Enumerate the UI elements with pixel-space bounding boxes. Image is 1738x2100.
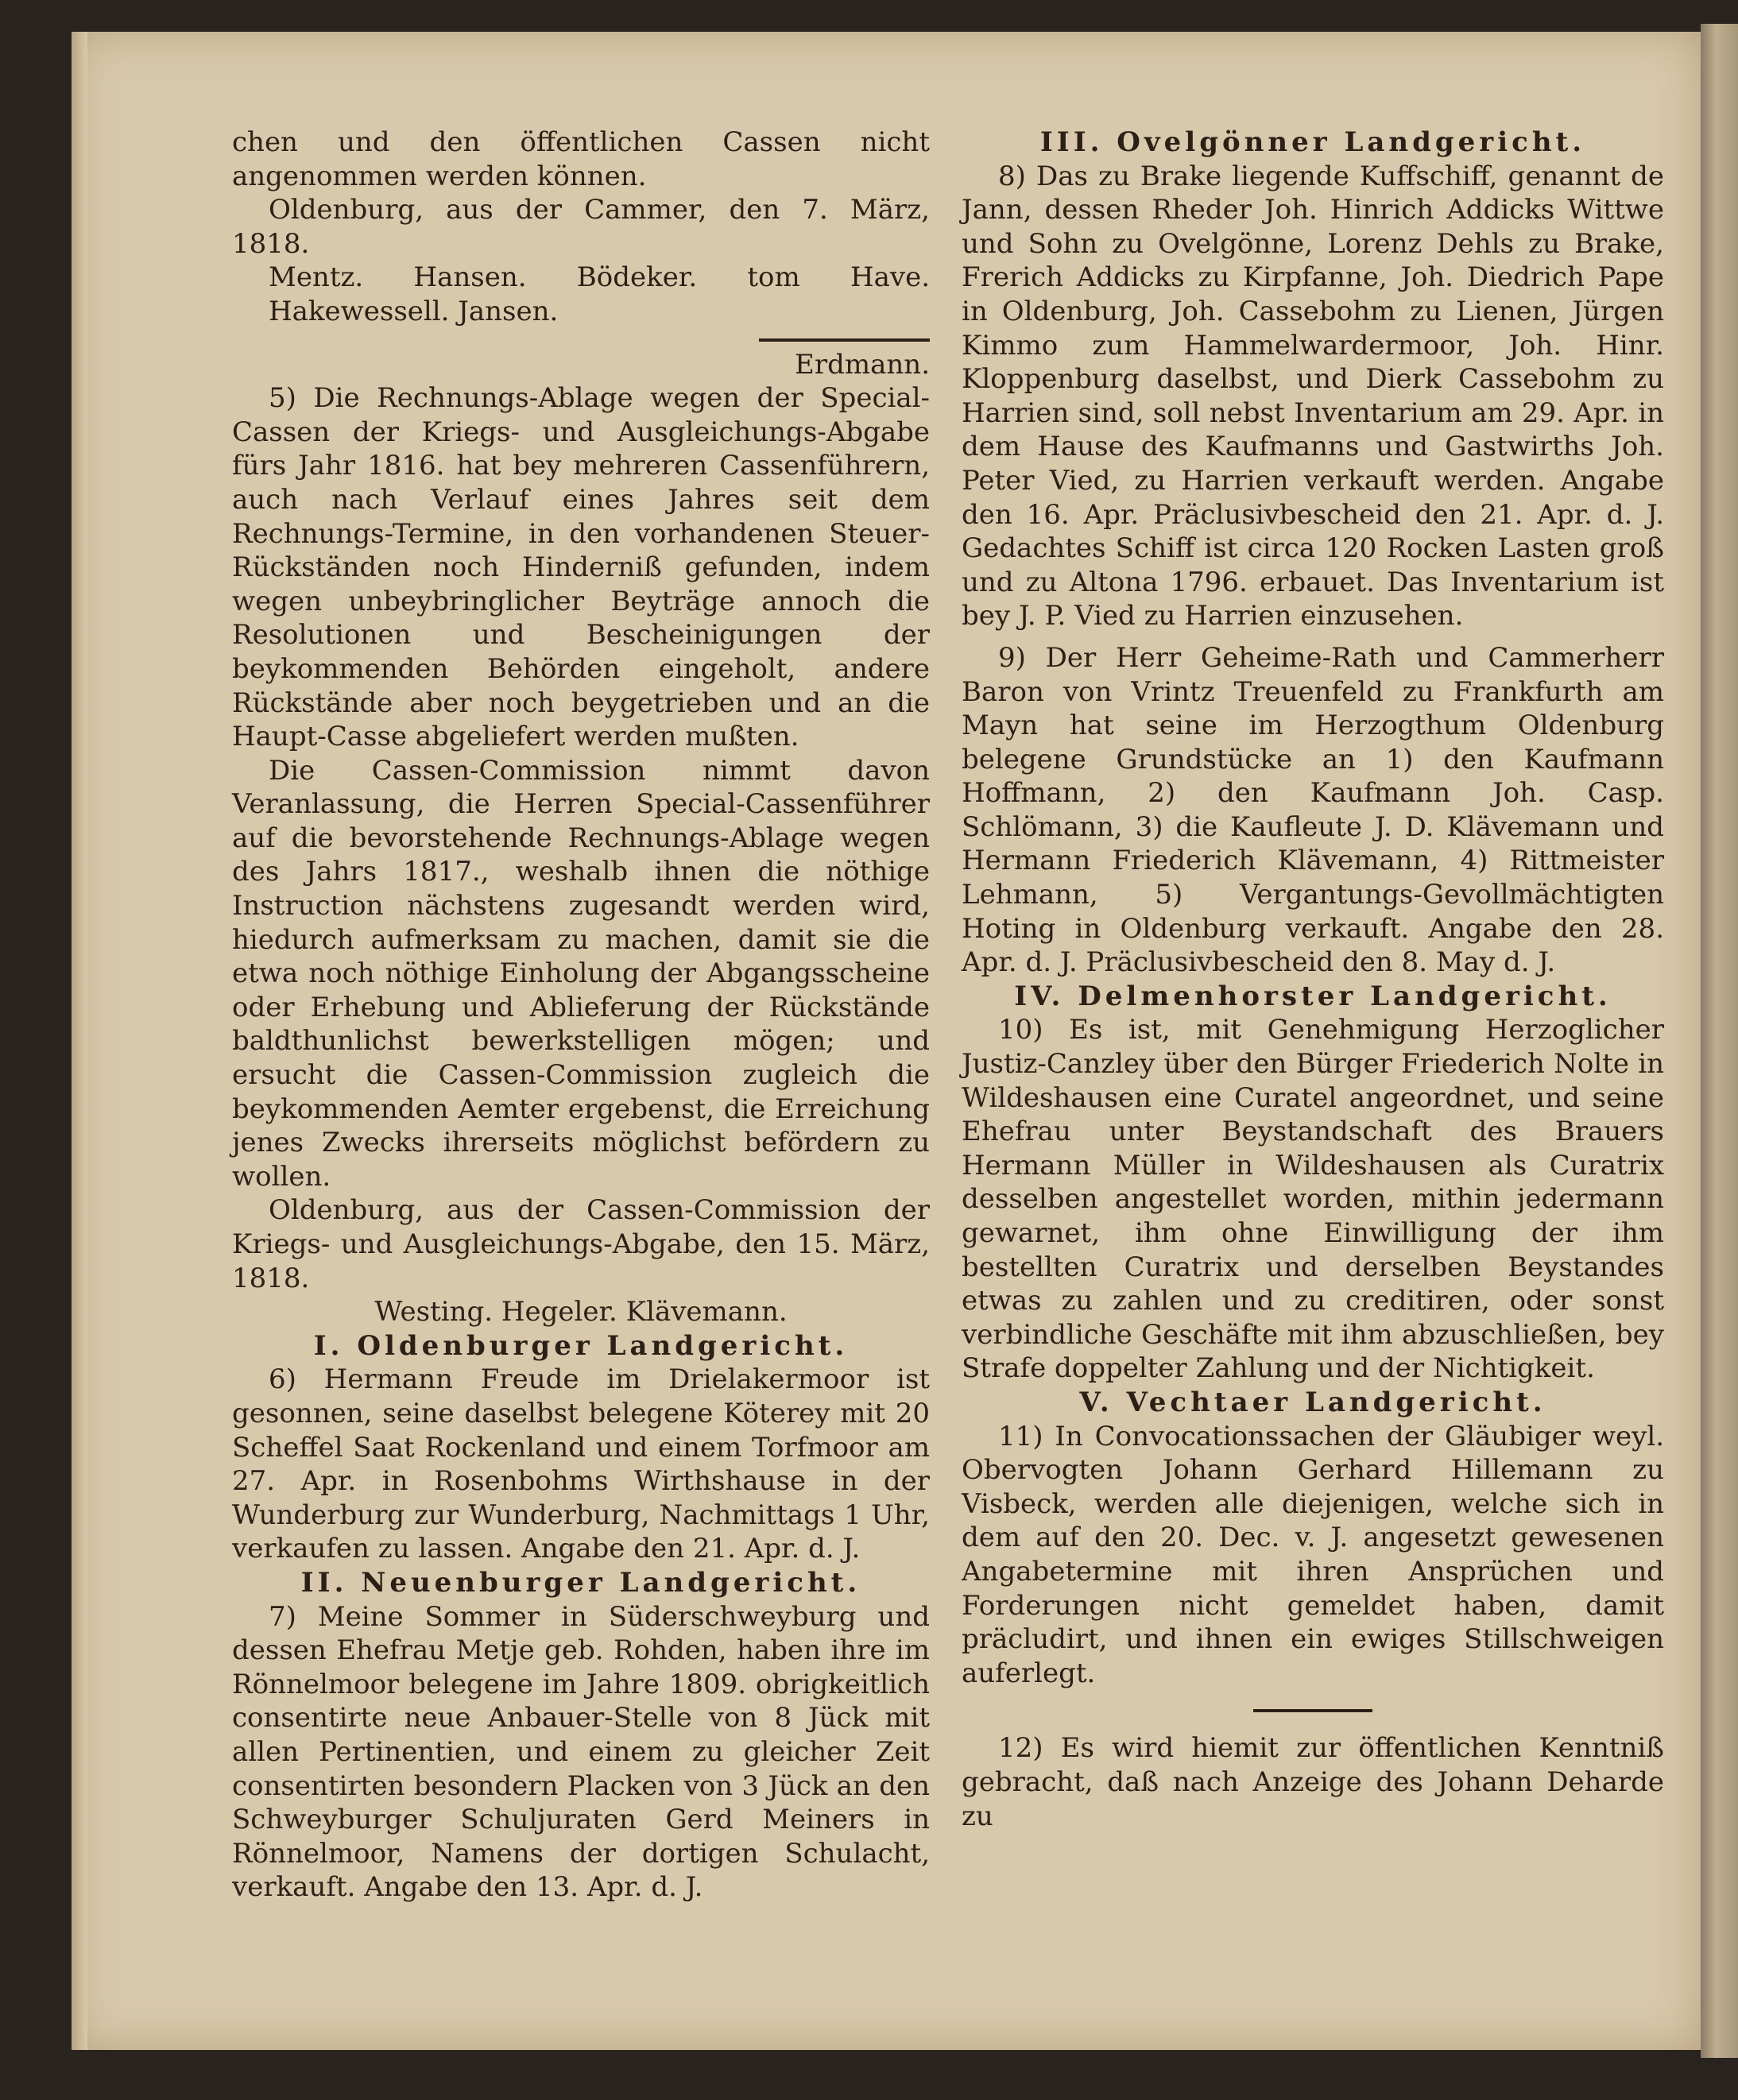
paragraph-continuation: chen und den öffentlichen Cassen nicht angenommen werden können.	[232, 126, 930, 192]
signers-commission: Westing. Hegeler. Klävemann.	[374, 1296, 788, 1328]
notice-5: 5) Die Rechnungs-Ablage wegen der Special-Cassen der Kriegs- und Ausgleichungs-Abgabe fürs Jahr 1816. hat bey mehreren Cassenführern, auch nach Verlauf eines Jahres seit dem Rechnungs-Termine, in den vorhandenen Steuer-Rückständen noch Hinderniß gefunden, indem wegen unbeybringlicher Beyträge annoch die Resolutionen und Bescheinigungen der beykommenden Behörden eingeholt, andere Rückstände aber noch beygetrieben und an die Haupt-Casse abgeliefert werden mußten.	[232, 382, 930, 753]
heading-neuenburger-landgericht: II. Neuenburger Landgericht.	[300, 1566, 861, 1599]
heading-delmenhorster-landgericht: IV. Delmenhorster Landgericht.	[1014, 980, 1612, 1012]
divider-rule-center	[1253, 1709, 1372, 1712]
dateline-cammer: Oldenburg, aus der Cammer, den 7. März, 1818.	[232, 194, 930, 260]
heading-vechtaer-landgericht: V. Vechtaer Landgericht.	[1079, 1386, 1546, 1418]
right-column	[962, 126, 1664, 1833]
notice-6: 6) Hermann Freude im Drielakermoor ist gesonnen, seine daselbst belegene Köterey mit 20 Scheffel Saat Rockenland und einem Torfmoor am 27. Apr. in Rosenbohms Wirthshause in der Wunderburg zur Wunderburg, Nachmittags 1 Uhr, verkaufen zu lassen. Angabe den 21. Apr. d. J.	[232, 1363, 930, 1565]
heading-oldenburger-landgericht: I. Oldenburger Landgericht.	[313, 1329, 849, 1362]
notice-8: 8) Das zu Brake liegende Kuffschiff, genannt de Jann, dessen Rheder Joh. Hinrich Addicks Wittwe und Sohn zu Ovelgönne, Lorenz Dehls zu Brake, Frerich Addicks zu Kirpfanne, Joh. Diedrich Pape in Oldenburg, Joh. Cassebohm zu Lienen, Jürgen Kimmo zum Hammelwardermoor, Joh. Hinr. Kloppenburg daselbst, und Dierk Cassebohm zu Harrien sind, soll nebst Inventarium am 29. Apr. in dem Hause des Kaufmanns und Gastwirths Joh. Peter Vied, zu Harrien verkauft werden. Angabe den 16. Apr. Präclusivbescheid den 21. Apr. d. J. Gedachtes Schiff ist circa 120 Rocken Lasten groß und zu Altona 1796. erbauet. Das Inventarium ist bey J. P. Vied zu Harrien einzusehen.	[962, 160, 1664, 632]
page-edge-shadow	[72, 32, 87, 2050]
notice-5-continued: Die Cassen-Commission nimmt davon Veranlassung, die Herren Special-Cassenführer auf die bevorstehende Rechnungs-Ablage wegen des Jahrs 1817., weshalb ihnen die nöthige Instruction nächstens zugesandt werden wird, hiedurch aufmerksam zu machen, damit sie die etwa noch nöthige Einholung der Abgangsscheine oder Erhebung und Ablieferung der Rückstände baldthunlichst bewerkstelligen mögen; und ersucht die Cassen-Commission zugleich die beykommenden Aemter ergebenst, die Erreichung jenes Zwecks ihrerseits möglichst befördern zu wollen.	[232, 754, 930, 1193]
notice-12: 12) Es wird hiemit zur öffentlichen Kenntniß gebracht, daß nach Anzeige des Johann Deharde zu	[962, 1732, 1664, 1832]
heading-ovelgoenner-landgericht: III. Ovelgönner Landgericht.	[1039, 126, 1586, 158]
divider-rule	[759, 338, 930, 342]
notice-9: 9) Der Herr Geheime-Rath und Cammerherr Baron von Vrintz Treuenfeld zu Frankfurth am Mayn hat seine im Herzogthum Oldenburg belegene Grundstücke an 1) den Kaufmann Hoffmann, 2) den Kaufmann Joh. Casp. Schlömann, 3) die Kaufleute J. D. Klävemann und Hermann Friederich Klävemann, 4) Rittmeister Lehmann, 5) Vergantungs-Gevollmächtigten Hoting in Oldenburg verkauft. Angabe den 28. Apr. d. J. Präclusivbescheid den 8. May d. J.	[962, 641, 1664, 979]
signers-cammer: Mentz. Hansen. Bödeker. tom Have. Hakewessell. Jansen.	[269, 261, 930, 327]
notice-7: 7) Meine Sommer in Süderschweyburg und dessen Ehefrau Metje geb. Rohden, haben ihre im Rönnelmoor belegene im Jahre 1809. obrigkeitlich consentirte neue Anbauer-Stelle von 8 Jück mit allen Pertinentien, und einem zu gleicher Zeit consentirten besondern Placken von 3 Jück an den Schweyburger Schuljuraten Gerd Meiners in Rönnelmoor, Namens der dortigen Schulacht, verkauft. Angabe den 13. Apr. d. J.	[232, 1600, 930, 1904]
book-spine	[1701, 24, 1738, 2058]
notice-10: 10) Es ist, mit Genehmigung Herzoglicher Justiz-Canzley über den Bürger Friederich Nolte in Wildeshausen eine Curatel angeordnet, und seine Ehefrau unter Beystandschaft des Brauers Hermann Müller in Wildeshausen als Curatrix desselben angestellet worden, mithin jedermann gewarnet, ihm ohne Einwilligung der ihm bestellten Curatrix und derselben Beystandes etwas zu zahlen und zu creditiren, oder sonst verbindliche Geschäfte mit ihm abzuschließen, bey Strafe doppelter Zahlung und der Nichtigkeit.	[962, 1014, 1664, 1385]
left-column	[232, 126, 930, 1905]
dateline-cassen-commission: Oldenburg, aus der Cassen-Commission der Kriegs- und Ausgleichungs-Abgabe, den 15. März, 1818.	[232, 1194, 930, 1294]
signer-erdmann: Erdmann.	[795, 348, 930, 381]
notice-11: 11) In Convocationssachen der Gläubiger weyl. Obervogten Johann Gerhard Hillemann zu Visbeck, werden alle diejenigen, welche sich in dem auf den 20. Dec. v. J. angesetzt gewesenen Angabetermine mit ihren Ansprüchen und Forderungen nicht gemeldet haben, damit präcludirt, und ihnen ein ewiges Stillschweigen auferlegt.	[962, 1420, 1664, 1689]
